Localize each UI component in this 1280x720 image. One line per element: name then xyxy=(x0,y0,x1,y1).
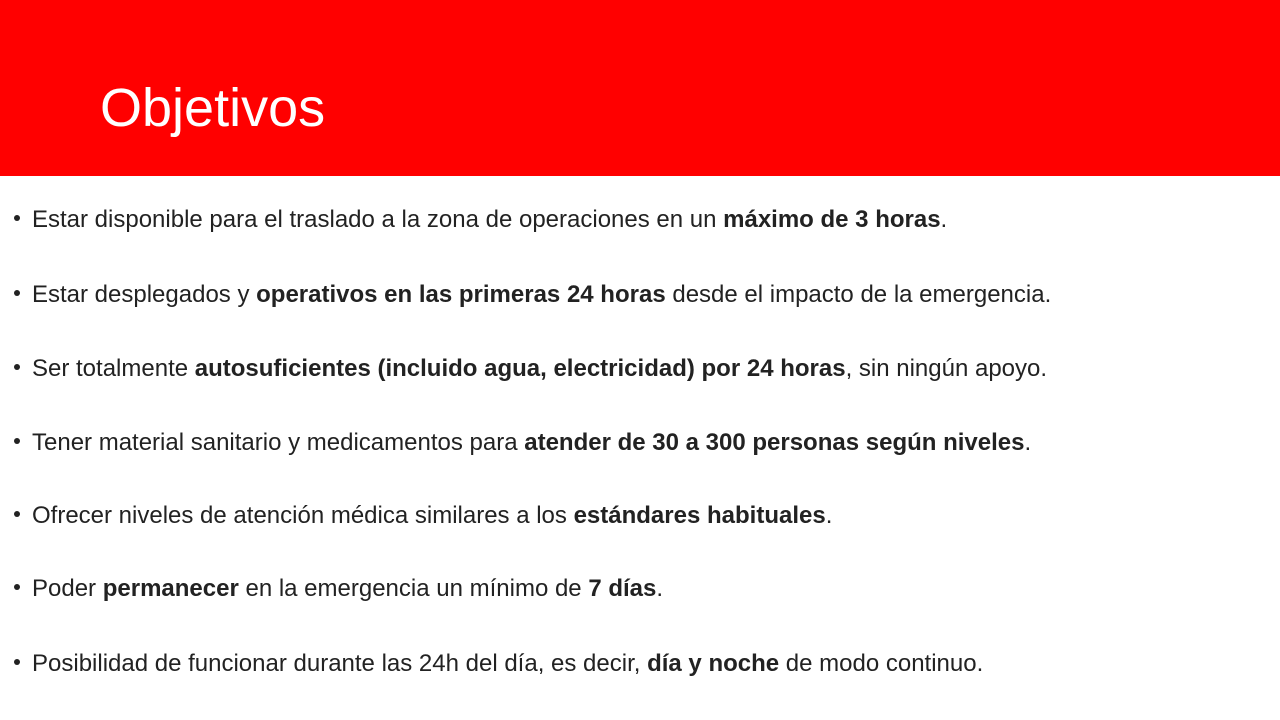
bullet-text: Poder permanecer en la emergencia un mínimo de 7 días. xyxy=(32,575,664,602)
bullet-dot-icon xyxy=(14,290,20,296)
bullet-dot-icon xyxy=(14,215,20,221)
bullet-text: Posibilidad de funcionar durante las 24h del día, es decir, día y noche de modo continuo. xyxy=(32,650,984,677)
bullet-item xyxy=(14,275,1274,315)
bullet-item xyxy=(14,496,1274,536)
bullet-text: Ser totalmente autosuficientes (incluido agua, electricidad) por 24 horas, sin ningún apoyo. xyxy=(32,355,1048,382)
slide-title: Objetivos xyxy=(100,78,326,138)
bullet-text: Estar disponible para el traslado a la zona de operaciones en un máximo de 3 horas. xyxy=(32,206,948,233)
bullet-text: Estar desplegados y operativos en las primeras 24 horas desde el impacto de la emergencia. xyxy=(32,281,1052,308)
bullet-item xyxy=(14,569,1274,609)
bullet-item xyxy=(14,349,1274,389)
bullet-text: Tener material sanitario y medicamentos para atender de 30 a 300 personas según niveles. xyxy=(32,429,1032,456)
bullet-item xyxy=(14,200,1274,240)
bullet-dot-icon xyxy=(14,584,20,590)
bullet-dot-icon xyxy=(14,438,20,444)
bullet-item xyxy=(14,644,1274,684)
title-banner xyxy=(0,0,1280,176)
bullet-text: Ofrecer niveles de atención médica similares a los estándares habituales. xyxy=(32,502,833,529)
bullet-item xyxy=(14,423,1274,463)
bullet-dot-icon xyxy=(14,659,20,665)
bullet-dot-icon xyxy=(14,364,20,370)
bullet-dot-icon xyxy=(14,511,20,517)
